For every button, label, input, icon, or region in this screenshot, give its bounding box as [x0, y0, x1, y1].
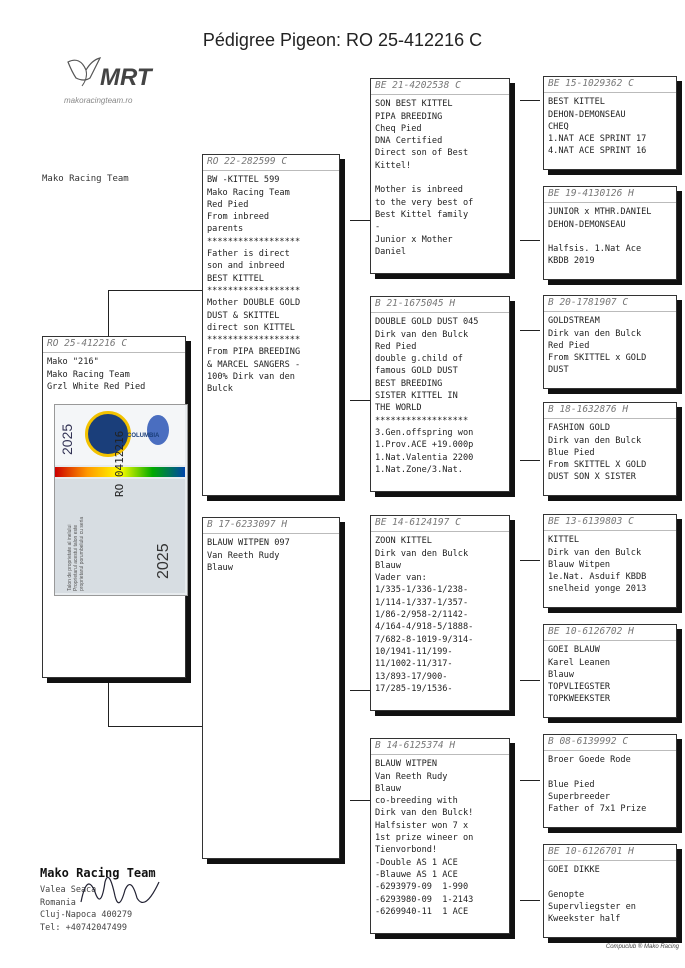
sticker-brand: COLUMBIA: [127, 433, 160, 439]
ring-certificate-sticker: [54, 404, 188, 596]
great-grandparent-details: JUNIOR x MTHR.DANIEL DEHON-DEMONSEAU Halfsis. 1.Nat Ace KBDB 2019: [548, 207, 652, 267]
great-grandparent-card: [543, 734, 677, 828]
great-grandparent-card: [543, 514, 677, 608]
great-grandparent-ring: B 08-6139992 C: [544, 735, 676, 751]
connector-line: [350, 220, 370, 221]
connector-line: [520, 240, 540, 241]
subject-details: Mako "216" Mako Racing Team Grzl White Red Pied: [47, 357, 146, 392]
connector-line: [350, 690, 370, 691]
connector-line: [108, 680, 109, 726]
connector-line: [108, 290, 109, 340]
mother-details: BLAUW WITPEN 097 Van Reeth Rudy Blauw: [207, 538, 290, 573]
connector-line: [520, 780, 540, 781]
great-grandparent-details: GOEI DIKKE Genopte Supervliegster en Kweekster half: [548, 865, 636, 925]
granddam-maternal-details: BLAUW WITPEN Van Reeth Rudy Blauw co-breeding with Dirk van den Bulck! Halfsister won 7 x 1st prize wineer on Tienvorbond! -Double AS 1 ACE -Blauwe AS 1 ACE -6293979-09 1-990 -6293980-09 1-2143 -6269940-11 1 ACE: [375, 759, 474, 917]
grandsire-paternal-ring: BE 21-4202538 C: [371, 79, 509, 95]
connector-line: [520, 900, 540, 901]
logo-subtitle: makoracingteam.ro: [64, 96, 133, 105]
grandsire-paternal-card: [370, 78, 510, 274]
great-grandparent-details: BEST KITTEL DEHON-DEMONSEAU CHEQ 1.NAT ACE SPRINT 17 4.NAT ACE SPRINT 16: [548, 97, 647, 157]
great-grandparent-details: FASHION GOLD Dirk van den Bulck Blue Pied From SKITTEL X GOLD DUST SON X SISTER: [548, 423, 647, 483]
great-grandparent-details: GOLDSTREAM Dirk van den Bulck Red Pied From SKITTEL x GOLD DUST: [548, 316, 647, 376]
great-grandparent-card: [543, 402, 677, 496]
great-grandparent-details: Broer Goede Rode Blue Pied Superbreeder Father of 7x1 Prize: [548, 755, 647, 815]
connector-line: [350, 400, 370, 401]
club-emblem-icon: [147, 415, 169, 445]
great-grandparent-card: [543, 844, 677, 938]
sticker-fine-print: Talon de proprietate al inelului Proprietarul acestui talon este proprietarul porumbelului cu seria: [67, 516, 85, 591]
grandsire-maternal-ring: BE 14-6124197 C: [371, 516, 509, 532]
connector-line: [350, 800, 370, 801]
sticker-ring-number: RO 0412216: [113, 430, 126, 497]
connector-line: [108, 726, 202, 727]
sticker-year: 2025: [59, 423, 75, 455]
grandsire-maternal-card: [370, 515, 510, 711]
great-grandparent-ring: BE 10-6126702 H: [544, 625, 676, 641]
signature-icon: [75, 862, 165, 922]
great-grandparent-card: [543, 186, 677, 280]
granddam-maternal-ring: B 14-6125374 H: [371, 739, 509, 755]
connector-line: [520, 100, 540, 101]
great-grandparent-details: KITTEL Dirk van den Bulck Blauw Witpen 1e.Nat. Asduif KBDB snelheid yonge 2013: [548, 535, 647, 595]
father-card: [202, 154, 340, 496]
granddam-paternal-details: DOUBLE GOLD DUST 045 Dirk van den Bulck Red Pied double g.child of famous GOLD DUST BEST BREEDING SISTER KITTEL IN THE WORLD ****************** 3.Gen.offspring won 1.Prov.ACE +19.000p 1.Nat.Valentia 2200 1.Nat.Zone/3.Nat.: [375, 317, 479, 475]
father-ring: RO 22-282599 C: [203, 155, 339, 171]
granddam-paternal-ring: B 21-1675045 H: [371, 297, 509, 313]
sticker-year-large: 2025: [155, 543, 172, 579]
great-grandparent-details: GOEI BLAUW Karel Leanen Blauw TOPVLIEGSTER TOPKWEEKSTER: [548, 645, 611, 705]
great-grandparent-ring: BE 15-1029362 C: [544, 77, 676, 93]
father-details: BW -KITTEL 599 Mako Racing Team Red Pied From inbreed parents ****************** Father is direct son and inbreed BEST KITTEL ****************** Mother DOUBLE GOLD DUST & SKITTEL direct son KITTEL ****************** From PIPA BREEDING & MARCEL SANGERS - 100% Dirk van den Bulck: [207, 175, 301, 395]
logo-text: MRT: [100, 64, 152, 91]
connector-line: [520, 680, 540, 681]
mother-ring: B 17-6233097 H: [203, 518, 339, 534]
granddam-maternal-card: [370, 738, 510, 934]
granddam-paternal-card: [370, 296, 510, 492]
subject-ring: RO 25-412216 C: [43, 337, 185, 353]
great-grandparent-card: [543, 624, 677, 718]
page-title: Pédigree Pigeon: RO 25-412216 C: [202, 30, 483, 50]
owner-name: Mako Racing Team: [40, 866, 156, 880]
great-grandparent-ring: B 18-1632876 H: [544, 403, 676, 419]
mother-card: [202, 517, 340, 859]
connector-line: [520, 560, 540, 561]
owner-label: Mako Racing Team: [42, 174, 129, 184]
connector-line: [108, 290, 202, 291]
grandsire-paternal-details: SON BEST KITTEL PIPA BREEDING Cheq Pied DNA Certified Direct son of Best Kittel! Mother is inbreed to the very best of Best Kittel family - Junior x Mother Daniel: [375, 99, 474, 257]
great-grandparent-ring: BE 13-6139803 C: [544, 515, 676, 531]
connector-line: [520, 460, 540, 461]
owner-address: Valea Seaca Romania Cluj-Napoca 400279 Tel: +40742047499: [40, 885, 133, 933]
footer-credit: Compuclub ® Mako Racing: [605, 944, 679, 950]
great-grandparent-card: [543, 76, 677, 170]
great-grandparent-card: [543, 295, 677, 389]
great-grandparent-ring: BE 10-6126701 H: [544, 845, 676, 861]
great-grandparent-ring: B 20-1781907 C: [544, 296, 676, 312]
grandsire-maternal-details: ZOON KITTEL Dirk van den Bulck Blauw Vader van: 1/335-1/336-1/238- 1/114-1/337-1/357- 1/86-2/958-2/1142- 4/164-4/918-5/1888- 7/682-8-1019-9/314- 10/1941-11/199- 11/1002-11/317- 13/893-17/900- 17/285-19/1536-: [375, 536, 474, 694]
great-grandparent-ring: BE 19-4130126 H: [544, 187, 676, 203]
connector-line: [520, 330, 540, 331]
